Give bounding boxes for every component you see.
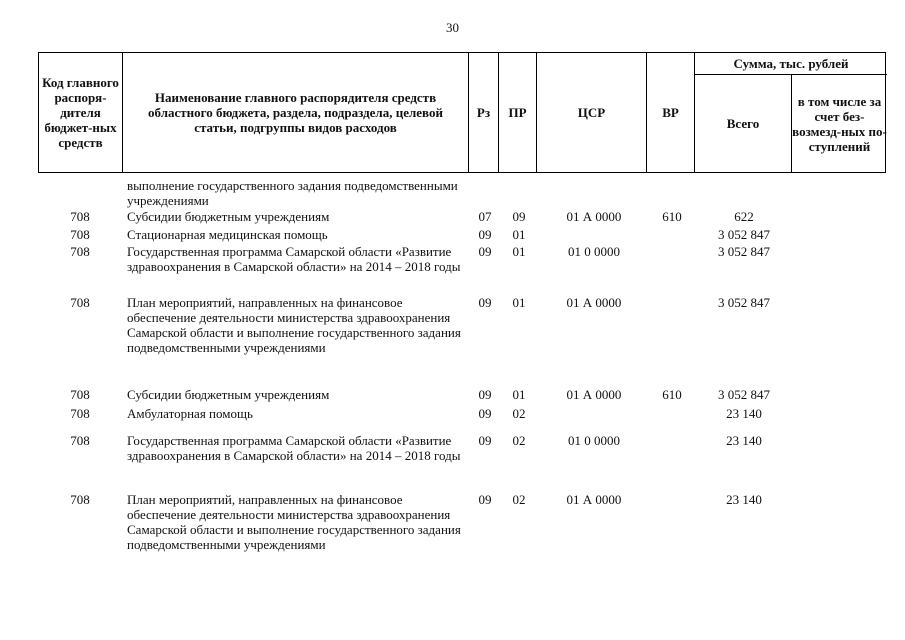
row-name: Государственная программа Самарской области «Развитие здравоохранения в Самарской области» на 2014 – 2018 годы (127, 244, 461, 274)
row-pr: 02 (512, 433, 526, 448)
header-name: Наименование главного распорядителя средств областного бюджета, раздела, подраздела, целевой статьи, подгруппы видов расходов (123, 53, 469, 172)
header-free: в том числе за счет без-возмезд-ных по-ступлений (792, 93, 887, 154)
row-code: 708 (70, 433, 90, 448)
row-pr: 01 (512, 387, 526, 402)
row-name: выполнение государственного задания подведомственными учреждениями (127, 178, 458, 208)
row-csr: 01 А 0000 (566, 492, 622, 507)
row-csr: 01 0 0000 (568, 433, 620, 448)
row-total: 3 052 847 (718, 227, 770, 242)
row-total: 3 052 847 (718, 295, 770, 310)
row-total: 23 140 (726, 492, 762, 507)
row-name: Субсидии бюджетным учреждениям (127, 387, 330, 402)
row-total: 23 140 (726, 406, 762, 421)
row-name: Субсидии бюджетным учреждениям (127, 209, 330, 224)
row-code: 708 (70, 387, 90, 402)
row-total: 23 140 (726, 433, 762, 448)
row-pr: 01 (512, 244, 526, 259)
header-pr: ПР (499, 53, 537, 172)
row-csr: 01 0 0000 (568, 244, 620, 259)
header-total: Всего (695, 75, 792, 172)
row-pr: 01 (512, 227, 526, 242)
row-csr: 01 А 0000 (566, 387, 622, 402)
row-csr: 01 А 0000 (566, 209, 622, 224)
table-header (38, 52, 886, 173)
row-name: План мероприятий, направленных на финансовое обеспечение деятельности министерства здравоохранения Самарской области и выполнение государственного задания подведомственными учреждениями (127, 492, 461, 552)
row-vr: 610 (662, 209, 682, 224)
row-vr: 610 (662, 387, 682, 402)
row-code: 708 (70, 406, 90, 421)
row-rz: 09 (478, 492, 492, 507)
row-total: 3 052 847 (718, 387, 770, 402)
row-name: Стационарная медицинская помощь (127, 227, 328, 242)
row-code: 708 (70, 295, 90, 310)
row-rz: 09 (478, 227, 492, 242)
row-total: 622 (734, 209, 754, 224)
row-name: Государственная программа Самарской области «Развитие здравоохранения в Самарской области» на 2014 – 2018 годы (127, 433, 461, 463)
row-rz: 09 (478, 244, 492, 259)
row-total: 3 052 847 (718, 244, 770, 259)
row-pr: 02 (512, 492, 526, 507)
row-name: Амбулаторная помощь (127, 406, 253, 421)
header-code: Код главного распоря-дителя бюджет-ных средств (39, 53, 123, 172)
header-sum: Сумма, тыс. рублей (695, 53, 887, 75)
header-rz: Рз (469, 53, 499, 172)
row-rz: 09 (478, 406, 492, 421)
page-number: 30 (446, 20, 459, 35)
header-vr: ВР (647, 53, 695, 172)
row-pr: 09 (512, 209, 526, 224)
row-rz: 09 (478, 387, 492, 402)
row-pr: 01 (512, 295, 526, 310)
row-code: 708 (70, 244, 90, 259)
row-code: 708 (70, 227, 90, 242)
row-csr: 01 А 0000 (566, 295, 622, 310)
row-rz: 07 (478, 209, 492, 224)
row-code: 708 (70, 209, 90, 224)
header-csr: ЦСР (537, 53, 647, 172)
row-code: 708 (70, 492, 90, 507)
row-pr: 02 (512, 406, 526, 421)
row-rz: 09 (478, 433, 492, 448)
row-name: План мероприятий, направленных на финансовое обеспечение деятельности министерства здравоохранения Самарской области и выполнение государственного задания подведомственными учреждениями (127, 295, 461, 355)
row-rz: 09 (478, 295, 492, 310)
